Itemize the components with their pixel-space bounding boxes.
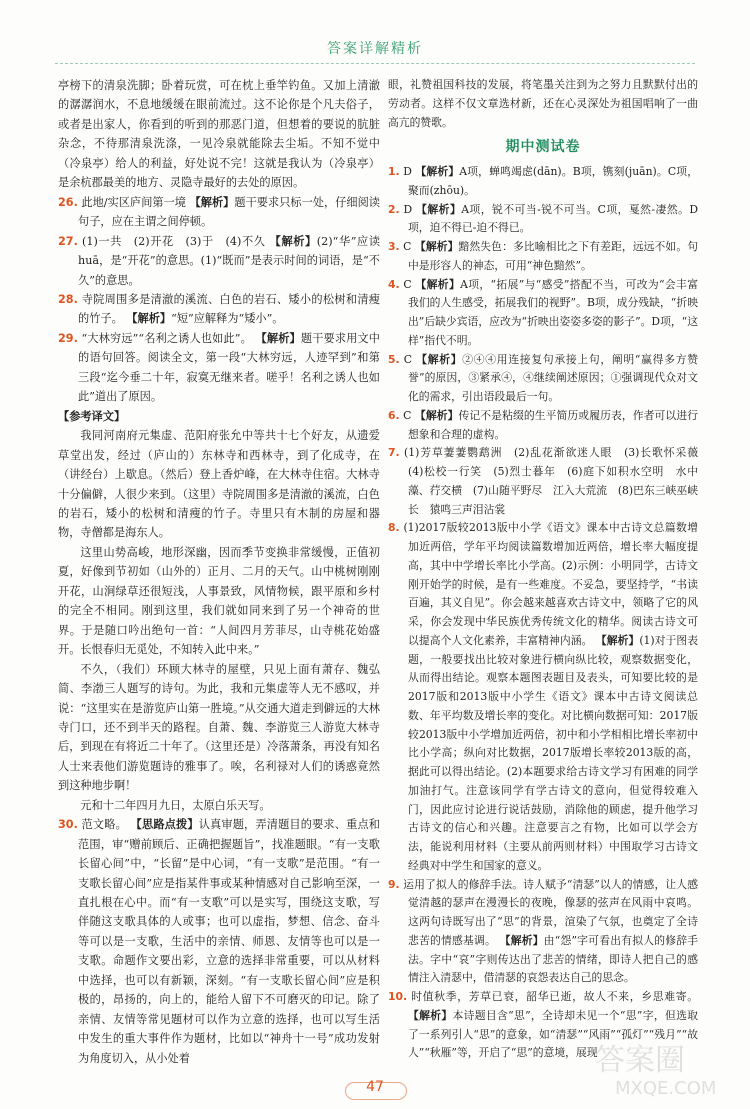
item-analysis: 传记不是粘缀的生平简历或履历表，作者可以进行想象和合理的虚构。 <box>408 408 699 441</box>
answer-item <box>388 407 698 445</box>
analysis-tag: 【解析】 <box>269 234 317 248</box>
paragraph: 亭榜下的清泉洗脚；卧着玩赏，可在枕上垂竿钓鱼。又加上清澈的潺潺润水，不息地缓缓在眼前流过。这不论你是个凡夫俗子，或者是出家人，你看到的听到的那恶门道，但想着的要说的肮脏杂念，不待那清泉洗涤，一见冷泉就能除去尘垢。不知不觉中（冷泉亭）给人的利益，好处说不完！这就是我认为（冷泉亭）是余杭郡最美的地方、灵隐寺最好的去处的原因。 <box>58 79 380 190</box>
item-analysis: A项，锐不可当-锐不可当。C项，戛然-凄然。D项，迫不得已-迫不得已。 <box>408 202 699 235</box>
item-analysis: 由“怨”字可看出有拟人的修辞手法。字中“哀”字则传达出了悲苦的情绪，即诗人把自己的感情注入清瑟中，借清瑟的哀怨表达自己的思念。 <box>408 933 699 985</box>
answer-item <box>58 329 380 407</box>
translation-paragraph: 我同河南府元集虚、范阳府张允中等共十七个好友，从遗爱草堂出发，经过（庐山的）东林寺和西林寺，到了化成寺，在（讲经台）上歇息。（然后）登上香炉峰，在大林寺住宿。大林寺十分偏僻，人很少来到。（这里）寺院周围多是清澈的溪流，白色的岩石，矮小的松树和清瘦的竹子。寺里只有木制的房屋和器物，寺僧都是海东人。 <box>58 429 380 540</box>
item-number: 9. <box>388 877 400 891</box>
analysis-tag: 【思路点拨】 <box>130 818 199 832</box>
item-answer: 范文略。 <box>81 818 127 832</box>
answer-item <box>388 201 698 239</box>
item-analysis: (1)对于图表题，一般要找出比较对象进行横向纵比较，观察数据变化，从而得出结论。观察本题图表题目及表头，可知要比较的是2017版和2013版中小学生《语文》课本中古诗文阅读总数、年平均数及增长率的变化。对比横向数据可知：2017版较2013版中小学增加近两倍，初中和小学相相比增长率初中比小学高；纵向对比数据，2017版增长率较2013版的高，据此可以得出结论。(2)本题要求给古诗文学习有困难的同学加油打气。注意该同学有学古诗文的意向，但觉得较难入门，因此应讨论进行说话鼓励，消除他的顾虑，提升他学习古诗文的信心和兴趣。注意要言之有物，比如可以学会方法，能说利用材料（主要从前两则材料）中围取学习古诗文经典对中学生和国家的意义。 <box>408 633 699 872</box>
translation-paragraph: 不久，（我们）环顾大林寺的屋壁，只见上面有萧存、魏弘简、李渤三人题写的诗句。为此，我和元集虚等人无不感叹，并说：“这里实在是游览庐山第一胜境。”从交通大道走到僻远的大林寺门口，还不到半天的路程。自萧、魏、李游览三人游览大林寺后，到现在有将近二十年了。（这里还是）冷落萧条，再没有知名人士来表他们游览题诗的雅事了。唉，名利禄对人们的诱惑竟然到这种地步啊！ <box>58 662 380 793</box>
left-column <box>58 76 380 1068</box>
item-number: 5. <box>388 352 400 366</box>
item-answer: (1)一共 (2)开花 (3)于 (4)不久 <box>81 234 266 248</box>
item-analysis: 黯然失色：多比喻相比之下有差距，远远不如。句中是形容人的神态，可用“神色黯然”。 <box>408 240 699 272</box>
analysis-tag: 【解析】 <box>414 240 459 253</box>
answer-item <box>388 519 698 875</box>
page-number-text: 47 <box>366 1079 384 1095</box>
item-number: 8. <box>388 521 400 535</box>
item-answer: C <box>403 277 412 291</box>
item-analysis: 本诗题目含“思”，全诗却未见一个“思”字，但选取了一系列引人“思”的意象，如“清瑟”“风雨”“孤灯”“残月”“故人”“秋雁”等，开启了“思”的意境，展现 <box>408 1008 699 1060</box>
item-answer: 寺院周围多是清澈的溪流、白色的岩石、矮小的松树和清瘦的竹子。 <box>78 292 380 326</box>
item-answer: “大林穷远”“名利之诱人也如此”。 <box>81 331 252 345</box>
item-analysis: 认真审题，弄清题目的要求、重点和范围，审“赠前顾后、正确把握题旨”，找准题眼。“有一支歌长留心间”中，“长留”是中心词，“有一支歌”是范围。“有一支歌长留心间”应是指某件事或某种情感对自己影响至深，一直扎根在心中。而“有一支歌”可以是实写，围绕这支歌，写伴随这支歌具体的人或事；也可以虚指，梦想、信念、奋斗等可以是一支歌，生活中的亲情、师恩、友情等也可以是一支歌。命题作文要出彩，立意的选择非常重要，可以从材料中选择，也可以有新颖，深刻。“有一支歌长留心间”应是积极的，昂扬的，向上的，能给人留下不可磨灭的印记。除了亲情、友情等常见题材可以作为立意的选择，也可以写生活中发生的重大事件作为题材，比如以“神舟十一号”成功发射为角度切入，从小处着 <box>78 818 380 1065</box>
reference-translation-heading: 【参考译文】 <box>58 409 126 423</box>
answer-item <box>58 815 380 1068</box>
analysis-tag: 【解析】 <box>415 165 460 178</box>
item-number: 3. <box>388 240 400 253</box>
analysis-tag: 【解析】 <box>414 408 459 422</box>
answer-item <box>388 351 698 407</box>
item-number: 28. <box>58 292 78 306</box>
item-analysis: (2)“华”应读huā，是“开花”的意思。(1)“既而”是表示时间的词语，是“不久”的意思。 <box>78 234 381 287</box>
analysis-tag: 【解析】 <box>126 312 172 326</box>
item-answer: 时值秋季，芳草已衰，韶华已逝，故人不来，乡思难寄。 <box>411 990 699 1003</box>
item-answer: 此地/实区庐间第一境 <box>81 195 186 209</box>
analysis-tag: 【解析】 <box>416 352 463 366</box>
section-title: 期中测试卷 <box>505 139 581 156</box>
page-number <box>345 1079 405 1101</box>
item-number: 10. <box>388 990 408 1003</box>
item-analysis: ②④④用连接复句承接上句，阐明“赢得多方赞誉”的原因，③紧承④，④继续阐述原因；①强调现代众对文化的需求，引出语段最后一句。 <box>408 352 698 403</box>
analysis-tag: 【解析】 <box>416 202 462 216</box>
header-rule <box>55 63 695 64</box>
translation-paragraph: 元和十二年四月九日，太原白乐天写。 <box>80 798 271 812</box>
analysis-tag: 【解析】 <box>595 633 640 647</box>
item-answer: C <box>403 240 412 253</box>
item-number: 29. <box>58 331 78 345</box>
answer-item <box>58 290 380 329</box>
item-analysis: 题干要求用文中的语句回答。阅读全文，第一段“大林穷远，人迹罕到”和第三段“迄今垂二十年，寂寞无继来者。嗟乎！名利之诱人也如此”道出了原因。 <box>78 331 380 404</box>
item-number: 7. <box>388 446 400 460</box>
item-number: 4. <box>388 277 400 291</box>
analysis-tag: 【解析】 <box>189 195 235 209</box>
analysis-tag: 【解析】 <box>408 1008 453 1022</box>
answer-item <box>388 276 698 351</box>
right-column <box>388 76 709 1063</box>
item-answer: (1)芳草萋萋鹦鹉洲 (2)乱花渐欲迷人眼 (3)长歌怀采薇 (4)松校一行笑 (5)烈士暮年 (6)庭下如积水空明 水中藻、荇交横 (7)山随平野尽 江入大荒流 (8)巴东三峡巫峡长 猿鸣三声泪沾裳 <box>404 446 709 516</box>
answer-item <box>388 238 698 276</box>
watermark-line2: MXQE.COM <box>615 1078 717 1099</box>
item-number: 27. <box>58 234 78 248</box>
item-answer: 运用了拟人的修辞手法。诗人赋予“清瑟”以人的情感，让人感觉清越的瑟声在漫漫长的夜晚，像瑟的弦声在风雨中哀鸣。这两句诗既写出了“思”的背景，渲染了气氛，也奠定了全诗悲苦的情感基调。 <box>403 877 698 947</box>
answer-item <box>58 193 380 232</box>
item-number: 26. <box>58 195 78 209</box>
item-answer: C <box>403 408 412 422</box>
answer-item <box>58 232 380 290</box>
answer-item <box>388 163 698 201</box>
paragraph: 眼，礼赞祖国科技的发展，将笔墨关注到为之努力且默默付出的劳动者。这样不仅文章选材新，还在心灵深处为祖国唱响了一曲高亢的赞歌。 <box>388 78 698 129</box>
item-analysis: 题干要求只标一处，仔细阅读句子，应在主谓之间停顿。 <box>78 195 380 229</box>
item-number: 30. <box>58 818 78 832</box>
item-number: 2. <box>388 202 400 216</box>
item-number: 6. <box>388 408 400 422</box>
analysis-tag: 【解析】 <box>499 933 544 947</box>
analysis-tag: 【解析】 <box>255 331 301 345</box>
item-analysis: A项，蝉鸣竭虑(dān)。B项，镌刻(juān)。C项，聚而(zhōu)。 <box>408 165 699 197</box>
translation-paragraph: 这里山势高峻，地形深幽，因而季节变换非常缓慢，正值初夏，好像到节初如（山外的）正月、二月的天气。山中桃树刚刚开花，山涧绿草还很短浅，人事景致，风情物候，跟平原和乡村的完全不相同。刚到这里，我们就如同来到了另一个神奇的世界。于是随口吟出绝句一首：“人间四月芳菲尽，山寺桃花始盛开。长恨春归无觅处，不知转入此中来。” <box>58 545 380 657</box>
item-answer: C <box>403 352 413 366</box>
item-number: 1. <box>388 165 400 178</box>
running-header: 答案详解精析 <box>327 41 423 57</box>
item-analysis: A项，“拓展”与“感受”搭配不当，可改为“会丰富我们的人生感受，拓展我们的视野”。B项，成分残缺，“折映出”后缺少宾语，应改为“折映出姿姿多姿的影子”。D项，“这样”指代不明。 <box>408 277 698 347</box>
item-answer: (1)2017版较2013版中小学《语文》课本中古诗文总篇数增加近两倍，学年平均阅读篇数增加近两倍，增长率大幅度提高，其中中学增长率比小学高。(2)示例：小明同学，古诗文刚开始学的时候，是有一些难度。不妥急，要坚持学，“书读百遍，其义自见”。你会越来越喜欢古诗文中，领略了它的风采，你会发现中华民族优秀传统文化的精华。阅读古诗文可以提高个人文化素养，丰富精神内涵。 <box>403 521 699 647</box>
watermark-line1: 答案圈 <box>595 1043 685 1078</box>
watermark-logo <box>575 1040 745 1100</box>
item-analysis: “短”应解释为“矮小”。 <box>171 312 284 326</box>
analysis-tag: 【解析】 <box>415 277 461 291</box>
answer-item <box>388 876 698 989</box>
item-answer: D <box>403 165 412 178</box>
answer-item <box>388 444 709 519</box>
item-answer: D <box>403 202 413 216</box>
